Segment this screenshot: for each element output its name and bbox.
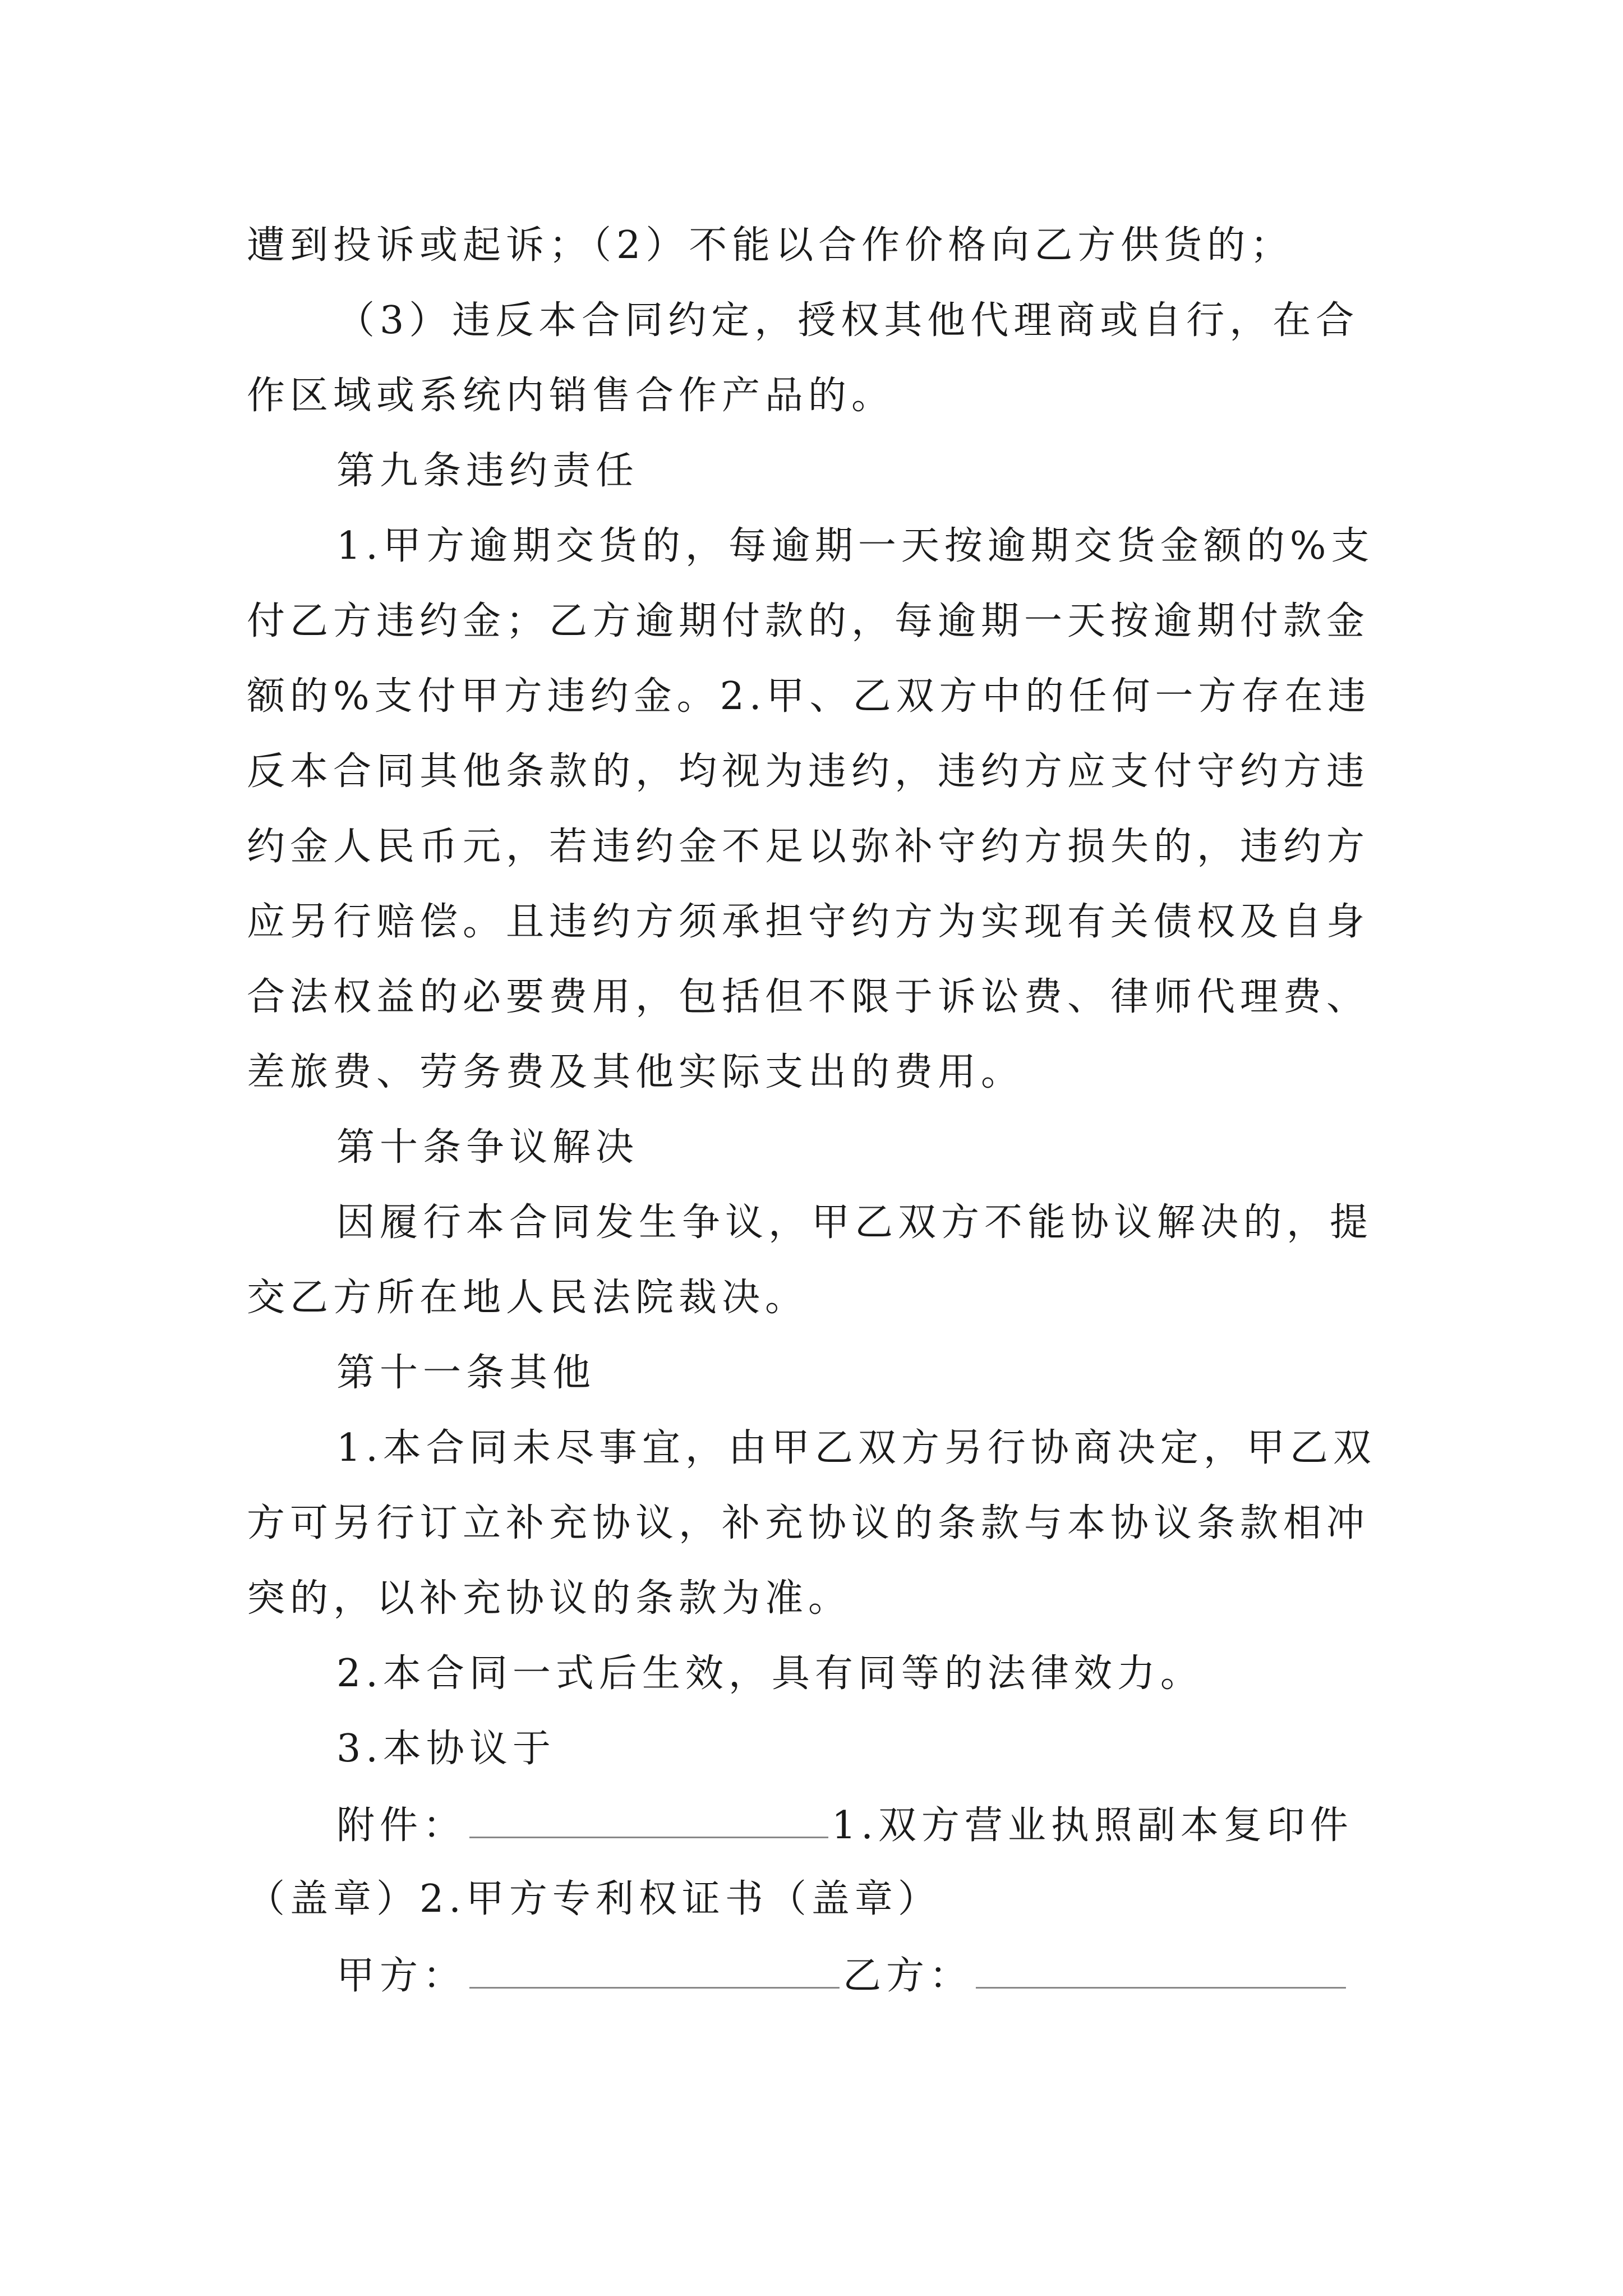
party-a-blank[interactable] <box>469 1952 840 1989</box>
text-line-3: 作区域或系统内销售合作产品的。 <box>247 374 895 418</box>
attachment-label: 附件： <box>336 1803 467 1848</box>
section-heading-9: 第九条违约责任 <box>336 449 639 493</box>
section-heading-10: 第十条争议解决 <box>336 1125 639 1170</box>
attachment-line-2: （盖章）2.甲方专利权证书（盖章） <box>247 1877 941 1921</box>
text-line-14: 因履行本合同发生争议，甲乙双方不能协议解决的，提 <box>336 1200 1373 1245</box>
text-line-1: 遭到投诉或起诉；（2）不能以合作价格向乙方供货的； <box>247 223 1294 268</box>
text-line-9: 约金人民币元，若违约金不足以弥补守约方损失的，违约方 <box>247 825 1370 869</box>
party-b-label: 乙方： <box>843 1954 973 1998</box>
text-line-19: 突的，以补充协议的条款为准。 <box>247 1576 852 1621</box>
party-b-blank[interactable] <box>976 1952 1346 1989</box>
text-line-7: 额的%支付甲方违约金。2.甲、乙双方中的任何一方存在违 <box>247 674 1371 719</box>
text-line-17: 1.本合同未尽事宜，由甲乙双方另行协商决定，甲乙双 <box>336 1426 1376 1470</box>
text-line-20: 2.本合同一式后生效，具有同等的法律效力。 <box>336 1651 1204 1696</box>
text-line-6: 付乙方违约金；乙方逾期付款的，每逾期一天按逾期付款金 <box>247 599 1370 643</box>
attachment-blank[interactable] <box>469 1802 828 1838</box>
text-line-5: 1.甲方逾期交货的，每逾期一天按逾期交货金额的%支 <box>336 524 1375 568</box>
party-a-label: 甲方： <box>336 1954 467 1998</box>
text-line-12: 差旅费、劳务费及其他实际支出的费用。 <box>247 1050 1025 1094</box>
signature-line <box>336 1952 1349 1999</box>
text-line-15: 交乙方所在地人民法院裁决。 <box>247 1276 809 1320</box>
text-line-8: 反本合同其他条款的，均视为违约，违约方应支付守约方违 <box>247 749 1370 794</box>
text-line-18: 方可另行订立补充协议，补充协议的条款与本协议条款相冲 <box>247 1501 1370 1545</box>
text-line-2: （3）违反本合同约定，授权其他代理商或自行，在合 <box>336 298 1359 343</box>
text-line-11: 合法权益的必要费用，包括但不限于诉讼费、律师代理费、 <box>247 975 1370 1019</box>
text-line-10: 应另行赔偿。且违约方须承担守约方为实现有关债权及自身 <box>247 900 1370 944</box>
text-line-21: 3.本协议于 <box>336 1727 556 1771</box>
attachment-item-1: 1.双方营业执照副本复印件 <box>832 1803 1353 1848</box>
section-heading-11: 第十一条其他 <box>336 1351 596 1395</box>
attachment-line <box>336 1802 1353 1848</box>
